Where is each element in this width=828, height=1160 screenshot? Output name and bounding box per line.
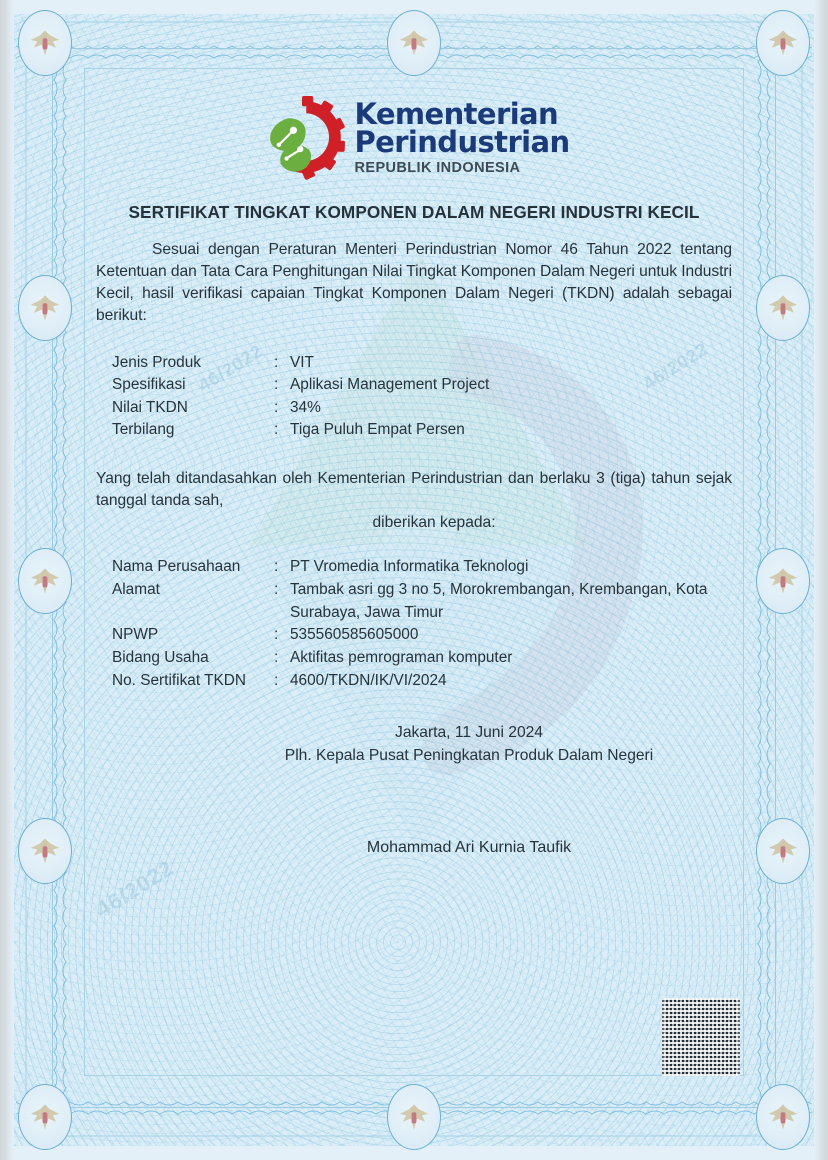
garuda-emblem — [18, 548, 72, 614]
company-value-nama-perusahaan: PT Vromedia Informatika Teknologi — [290, 558, 529, 576]
garuda-emblem — [18, 1084, 72, 1150]
company-value-bidang-usaha: Aktifitas pemrograman komputer — [290, 648, 513, 666]
product-label-spesifikasi: Spesifikasi — [112, 376, 186, 394]
ministry-wordmark — [354, 97, 570, 177]
garuda-icon — [764, 1098, 802, 1136]
garuda-icon — [395, 24, 433, 62]
garuda-icon — [764, 562, 802, 600]
garuda-emblem — [756, 10, 810, 76]
garuda-emblem — [18, 275, 72, 341]
product-value-spesifikasi: Aplikasi Management Project — [290, 376, 490, 394]
ministry-logo-header — [96, 86, 732, 190]
garuda-emblem — [387, 1084, 441, 1150]
colon-separator: : — [274, 421, 279, 439]
company-value-alamat: Tambak asri gg 3 no 5, Morokrembangan, Krembangan, Kota Surabaya, Jawa Timur — [290, 581, 708, 621]
kementerian-perindustrian-logo-icon — [259, 96, 345, 180]
signature-place-date: Jakarta, 11 Juni 2024 — [395, 724, 543, 742]
garuda-icon — [764, 832, 802, 870]
security-watermark-text: 46/2022 — [194, 340, 267, 396]
garuda-emblem — [756, 818, 810, 884]
product-value-jenis-produk: VIT — [290, 353, 314, 371]
garuda-icon — [26, 832, 64, 870]
colon-separator: : — [274, 398, 279, 416]
colon-separator: : — [274, 376, 279, 394]
garuda-icon — [26, 24, 64, 62]
table-row — [96, 670, 732, 693]
diamond-watermark — [596, 852, 668, 924]
colon-separator: : — [274, 671, 279, 689]
garuda-icon — [764, 24, 802, 62]
garuda-emblem — [756, 1084, 810, 1150]
company-label-nama-perusahaan: Nama Perusahaan — [112, 558, 241, 576]
colon-separator: : — [274, 558, 279, 576]
garuda-icon — [26, 562, 64, 600]
validity-paragraph: Yang telah ditandasahkan oleh Kementerian Perindustrian dan berlaku 3 (tiga) tahun sejak tanggal tanda sah, — [96, 470, 732, 510]
table-row — [96, 374, 732, 397]
colon-separator: : — [274, 353, 279, 371]
company-value-no-sertifikat: 4600/TKDN/IK/VI/2024 — [290, 671, 447, 689]
security-watermark-text: 46/2022 — [639, 338, 712, 394]
garuda-emblem — [18, 818, 72, 884]
company-value-npwp: 535560585605000 — [290, 626, 419, 644]
granted-to-line: diberikan kepada: — [372, 514, 496, 532]
signature-position: Plh. Kepala Pusat Peningkatan Produk Dalam Negeri — [284, 746, 654, 764]
certificate-title: SERTIFIKAT TINGKAT KOMPONEN DALAM NEGERI INDUSTRI KECIL — [128, 202, 700, 222]
garuda-icon — [26, 289, 64, 327]
colon-separator: : — [274, 648, 279, 666]
garuda-icon — [395, 1098, 433, 1136]
intro-paragraph: Sesuai dengan Peraturan Menteri Perindustrian Nomor 46 Tahun 2022 tentang Ketentuan dan Tata Cara Penghitungan Nilai Tingkat Komponen Dalam Negeri untuk Industri Kecil, hasil verifikasi capaian Tingkat Komponen Dalam Negeri (TKDN) adalah sebagai berikut: — [96, 241, 732, 325]
garuda-icon — [764, 289, 802, 327]
product-value-terbilang: Tiga Puluh Empat Persen — [290, 421, 465, 439]
company-label-npwp: NPWP — [112, 626, 159, 644]
qr-code[interactable] — [662, 998, 740, 1076]
signature-block — [96, 722, 732, 857]
paper-edge-left — [0, 0, 14, 1160]
company-label-bidang-usaha: Bidang Usaha — [112, 648, 209, 666]
garuda-emblem — [387, 10, 441, 76]
security-watermark-text: 46/2022 — [91, 855, 179, 923]
ministry-name-line1: Kementerian — [354, 97, 559, 132]
certificate-content — [96, 86, 732, 857]
table-row — [96, 352, 732, 375]
garuda-icon — [26, 1098, 64, 1136]
company-details-table — [96, 556, 732, 692]
company-label-alamat: Alamat — [112, 581, 160, 599]
garuda-emblem — [18, 10, 72, 76]
product-label-jenis-produk: Jenis Produk — [112, 353, 201, 371]
product-value-nilai-tkdn: 34% — [290, 398, 321, 416]
paper-edge-right — [814, 0, 828, 1160]
signature-name: Mohammad Ari Kurnia Taufik — [366, 839, 572, 857]
product-label-nilai-tkdn: Nilai TKDN — [112, 398, 188, 416]
table-row — [96, 397, 732, 420]
company-label-no-sertifikat: No. Sertifikat TKDN — [112, 671, 246, 689]
garuda-emblem — [756, 275, 810, 341]
ministry-name-line2: Perindustrian — [354, 125, 570, 160]
ministry-country-line: REPUBLIK INDONESIA — [354, 160, 521, 177]
table-row — [96, 624, 732, 647]
table-row — [96, 647, 732, 670]
product-details-table — [96, 352, 732, 443]
table-row — [96, 419, 732, 442]
garuda-emblem — [756, 548, 810, 614]
product-label-terbilang: Terbilang — [112, 421, 175, 439]
table-row — [96, 579, 732, 624]
colon-separator: : — [274, 581, 279, 599]
colon-separator: : — [274, 626, 279, 644]
table-row — [96, 556, 732, 579]
